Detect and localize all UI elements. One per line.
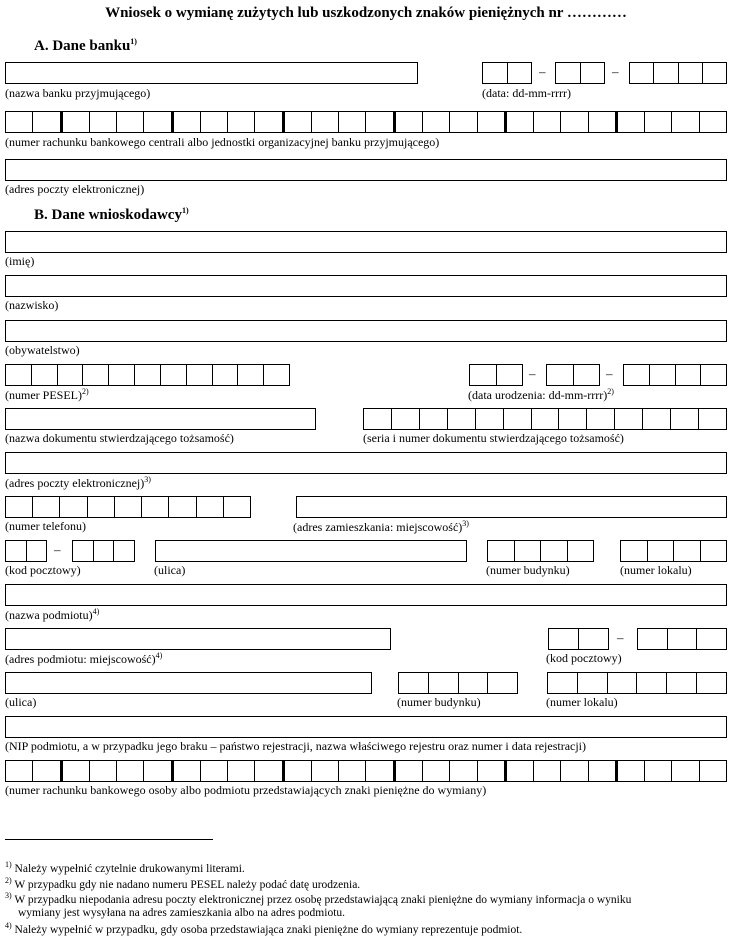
nip-label: (NIP podmiotu, a w przypadku jego braku – państwo rejestracji, nazwa właściwego rejestru oraz numer i data rejestracji) xyxy=(5,739,587,753)
bank-email-field[interactable] xyxy=(5,159,727,181)
character-cell[interactable] xyxy=(558,409,586,429)
footnote-1: $^{1)}$ Należy wypełnić czytelnie drukowanymi literami. xyxy=(5,860,245,875)
character-cell[interactable] xyxy=(702,63,726,83)
character-cell[interactable] xyxy=(670,409,698,429)
character-cell[interactable] xyxy=(160,365,186,385)
digit-cell[interactable] xyxy=(699,761,726,781)
digit-cell[interactable] xyxy=(449,112,476,132)
digit-cell[interactable] xyxy=(338,112,365,132)
character-cell[interactable] xyxy=(675,365,701,385)
digit-cell[interactable] xyxy=(200,112,227,132)
character-cell[interactable] xyxy=(6,541,26,561)
section-b-heading: B. Dane wnioskodawcy$^{1)}$ xyxy=(34,206,189,223)
date-separator: – xyxy=(539,64,546,79)
footnote-3: $^{3)}$ W przypadku niepodania adresu poczty elektronicznej przez osobę przedstawiającą znaki pieniężne do wymiany informacja o wyniku wymiany jest wysyłana na adres zamieszkania albo na adres podmiotu. xyxy=(5,891,632,919)
character-cell[interactable] xyxy=(487,673,517,693)
character-cell[interactable] xyxy=(134,365,160,385)
id-document-name-label: (nazwa dokumentu stwierdzającego tożsamość) xyxy=(5,431,234,445)
digit-cell[interactable] xyxy=(615,112,644,132)
character-cell[interactable] xyxy=(419,409,447,429)
applicant-email-field[interactable] xyxy=(5,452,727,474)
character-cell[interactable] xyxy=(540,541,567,561)
digit-cell[interactable] xyxy=(365,112,392,132)
id-document-number-label: (seria i numer dokumentu stwierdzającego tożsamość) xyxy=(363,431,624,445)
digit-cell[interactable] xyxy=(200,761,227,781)
bank-name-label: (nazwa banku przyjmującego) xyxy=(5,86,151,100)
bank-email-label: (adres poczty elektronicznej) xyxy=(5,182,145,196)
character-cell[interactable] xyxy=(649,365,675,385)
digit-cell[interactable] xyxy=(699,112,726,132)
character-cell[interactable] xyxy=(578,629,608,649)
digit-cell[interactable] xyxy=(116,761,143,781)
street-field[interactable] xyxy=(155,540,467,562)
character-cell[interactable] xyxy=(59,497,86,517)
date-month-field[interactable] xyxy=(555,62,605,84)
entity-name-label: (nazwa podmiotu)$^{4)}$ xyxy=(5,607,100,622)
date-separator: – xyxy=(529,366,536,381)
entity-apartment-number-field[interactable] xyxy=(547,672,727,694)
digit-cell[interactable] xyxy=(477,761,504,781)
entity-building-number-field[interactable] xyxy=(398,672,518,694)
digit-cell[interactable] xyxy=(143,761,170,781)
character-cell[interactable] xyxy=(428,673,458,693)
digit-cell[interactable] xyxy=(338,761,365,781)
character-cell[interactable] xyxy=(475,409,503,429)
birth-date-label: (data urodzenia: dd-mm-rrrr)$^{2)}$ xyxy=(468,387,614,402)
digit-cell[interactable] xyxy=(143,112,170,132)
digit-cell[interactable] xyxy=(227,112,254,132)
entity-postal-prefix-field[interactable] xyxy=(548,628,609,650)
entity-city-field[interactable] xyxy=(5,628,391,650)
presenter-account-label: (numer rachunku bankowego osoby albo podmiotu przedstawiających znaki pieniężne do wymiany) xyxy=(5,783,487,797)
apartment-number-field[interactable] xyxy=(620,540,727,562)
character-cell[interactable] xyxy=(470,365,496,385)
character-cell[interactable] xyxy=(93,541,114,561)
footnote-2: $^{2)}$ W przypadku gdy nie nadano numeru PESEL należy podać datę urodzenia. xyxy=(5,876,361,891)
nip-field[interactable] xyxy=(5,716,727,738)
character-cell[interactable] xyxy=(548,673,577,693)
character-cell[interactable] xyxy=(186,365,212,385)
character-cell[interactable] xyxy=(391,409,419,429)
pesel-field[interactable] xyxy=(5,364,290,386)
character-cell[interactable] xyxy=(458,673,488,693)
digit-cell[interactable] xyxy=(477,112,504,132)
phone-field[interactable] xyxy=(5,496,251,518)
character-cell[interactable] xyxy=(621,541,647,561)
digit-cell[interactable] xyxy=(282,112,311,132)
character-cell[interactable] xyxy=(447,409,475,429)
character-cell[interactable] xyxy=(698,409,726,429)
street-label: (ulica) xyxy=(154,563,186,577)
digit-cell[interactable] xyxy=(671,761,698,781)
bank-account-label: (numer rachunku bankowego centrali albo jednostki organizacyjnej banku przyjmującego) xyxy=(5,135,440,149)
character-cell[interactable] xyxy=(647,541,674,561)
digit-cell[interactable] xyxy=(60,112,89,132)
digit-cell[interactable] xyxy=(6,112,32,132)
character-cell[interactable] xyxy=(263,365,289,385)
entity-postal-suffix-field[interactable] xyxy=(637,628,727,650)
character-cell[interactable] xyxy=(638,629,667,649)
digit-cell[interactable] xyxy=(644,112,671,132)
citizenship-field[interactable] xyxy=(5,320,727,342)
character-cell[interactable] xyxy=(87,497,114,517)
entity-street-label: (ulica) xyxy=(5,695,37,709)
digit-cell[interactable] xyxy=(32,761,59,781)
character-cell[interactable] xyxy=(141,497,168,517)
character-cell[interactable] xyxy=(667,629,697,649)
character-cell[interactable] xyxy=(514,541,541,561)
character-cell[interactable] xyxy=(700,365,726,385)
digit-cell[interactable] xyxy=(365,761,392,781)
entity-name-field[interactable] xyxy=(5,584,727,606)
character-cell[interactable] xyxy=(237,365,263,385)
character-cell[interactable] xyxy=(364,409,391,429)
bank-name-field[interactable] xyxy=(5,62,418,84)
character-cell[interactable] xyxy=(567,541,594,561)
character-cell[interactable] xyxy=(223,497,250,517)
building-number-label: (numer budynku) xyxy=(486,563,570,577)
character-cell[interactable] xyxy=(196,497,223,517)
date-day-field[interactable] xyxy=(482,62,532,84)
id-document-name-field[interactable] xyxy=(5,408,316,430)
digit-cell[interactable] xyxy=(615,761,644,781)
digit-cell[interactable] xyxy=(89,761,116,781)
digit-cell[interactable] xyxy=(227,761,254,781)
character-cell[interactable] xyxy=(113,541,134,561)
postal-code-separator: – xyxy=(54,542,61,557)
digit-cell[interactable] xyxy=(671,112,698,132)
character-cell[interactable] xyxy=(82,365,108,385)
character-cell[interactable] xyxy=(57,365,83,385)
character-cell[interactable] xyxy=(6,365,31,385)
id-document-number-field[interactable] xyxy=(363,408,727,430)
postal-code-prefix-field[interactable] xyxy=(5,540,47,562)
character-cell[interactable] xyxy=(32,497,59,517)
digit-cell[interactable] xyxy=(644,761,671,781)
digit-cell[interactable] xyxy=(504,761,533,781)
last-name-label: (nazwisko) xyxy=(5,298,59,312)
digit-cell[interactable] xyxy=(171,112,200,132)
character-cell[interactable] xyxy=(624,365,649,385)
date-separator: – xyxy=(606,366,613,381)
birth-year-field[interactable] xyxy=(623,364,727,386)
character-cell[interactable] xyxy=(399,673,428,693)
character-cell[interactable] xyxy=(168,497,195,517)
character-cell[interactable] xyxy=(607,673,637,693)
entity-building-number-label: (numer budynku) xyxy=(397,695,481,709)
digit-cell[interactable] xyxy=(89,112,116,132)
character-cell[interactable] xyxy=(556,63,580,83)
character-cell[interactable] xyxy=(678,63,702,83)
character-cell[interactable] xyxy=(483,63,507,83)
bank-account-field[interactable] xyxy=(5,111,727,133)
postal-code-separator: – xyxy=(617,630,624,645)
digit-cell[interactable] xyxy=(393,112,422,132)
character-cell[interactable] xyxy=(653,63,677,83)
date-label: (data: dd-mm-rrrr) xyxy=(482,86,571,100)
digit-cell[interactable] xyxy=(588,761,615,781)
building-number-field[interactable] xyxy=(487,540,594,562)
character-cell[interactable] xyxy=(114,497,141,517)
character-cell[interactable] xyxy=(586,409,614,429)
phone-label: (numer telefonu) xyxy=(5,519,86,533)
first-name-field[interactable] xyxy=(5,231,727,253)
digit-cell[interactable] xyxy=(254,761,281,781)
character-cell[interactable] xyxy=(642,409,670,429)
residence-city-label: (adres zamieszkania: miejscowość)$^{3)}$ xyxy=(293,519,469,534)
section-a-heading: A. Dane banku$^{1)}$ xyxy=(34,37,137,54)
citizenship-label: (obywatelstwo) xyxy=(5,343,80,357)
digit-cell[interactable] xyxy=(560,761,587,781)
postal-code-label: (kod pocztowy) xyxy=(5,563,81,577)
footnote-separator xyxy=(5,839,213,840)
character-cell[interactable] xyxy=(700,541,727,561)
digit-cell[interactable] xyxy=(449,761,476,781)
character-cell[interactable] xyxy=(73,541,93,561)
postal-code-suffix-field[interactable] xyxy=(72,540,135,562)
character-cell[interactable] xyxy=(488,541,514,561)
digit-cell[interactable] xyxy=(422,761,449,781)
digit-cell[interactable] xyxy=(171,761,200,781)
digit-cell[interactable] xyxy=(393,761,422,781)
character-cell[interactable] xyxy=(549,629,578,649)
digit-cell[interactable] xyxy=(311,761,338,781)
entity-street-field[interactable] xyxy=(5,672,372,694)
date-year-field[interactable] xyxy=(629,62,727,84)
birth-month-field[interactable] xyxy=(546,364,600,386)
character-cell[interactable] xyxy=(614,409,642,429)
character-cell[interactable] xyxy=(580,63,605,83)
character-cell[interactable] xyxy=(630,63,653,83)
character-cell[interactable] xyxy=(696,629,726,649)
digit-cell[interactable] xyxy=(32,112,59,132)
digit-cell[interactable] xyxy=(254,112,281,132)
digit-cell[interactable] xyxy=(533,761,560,781)
applicant-email-label: (adres poczty elektronicznej)$^{3)}$ xyxy=(5,475,151,490)
entity-city-label: (adres podmiotu: miejscowość)$^{4)}$ xyxy=(5,651,163,666)
character-cell[interactable] xyxy=(547,365,573,385)
form-title: Wniosek o wymianę zużytych lub uszkodzonych znaków pieniężnych nr ………… xyxy=(105,5,627,21)
last-name-field[interactable] xyxy=(5,275,727,297)
digit-cell[interactable] xyxy=(422,112,449,132)
digit-cell[interactable] xyxy=(560,112,587,132)
first-name-label: (imię) xyxy=(5,254,35,268)
digit-cell[interactable] xyxy=(588,112,615,132)
pesel-label: (numer PESEL)$^{2)}$ xyxy=(5,387,89,402)
digit-cell[interactable] xyxy=(116,112,143,132)
footnote-4: $^{4)}$ Należy wypełnić w przypadku, gdy osoba przedstawiająca znaki pieniężne do wymiany reprezentuje podmiot. xyxy=(5,921,523,936)
digit-cell[interactable] xyxy=(60,761,89,781)
digit-cell[interactable] xyxy=(282,761,311,781)
character-cell[interactable] xyxy=(573,365,600,385)
digit-cell[interactable] xyxy=(6,761,32,781)
character-cell[interactable] xyxy=(503,409,531,429)
character-cell[interactable] xyxy=(496,365,523,385)
presenter-account-field[interactable] xyxy=(5,760,727,782)
digit-cell[interactable] xyxy=(504,112,533,132)
entity-apartment-number-label: (numer lokalu) xyxy=(546,695,618,709)
birth-day-field[interactable] xyxy=(469,364,523,386)
character-cell[interactable] xyxy=(577,673,607,693)
character-cell[interactable] xyxy=(696,673,726,693)
character-cell[interactable] xyxy=(673,541,700,561)
character-cell[interactable] xyxy=(108,365,134,385)
character-cell[interactable] xyxy=(666,673,696,693)
date-separator: – xyxy=(612,64,619,79)
character-cell[interactable] xyxy=(31,365,57,385)
character-cell[interactable] xyxy=(636,673,666,693)
entity-postal-code-label: (kod pocztowy) xyxy=(546,651,622,665)
character-cell[interactable] xyxy=(212,365,238,385)
residence-city-field[interactable] xyxy=(296,496,727,518)
apartment-number-label: (numer lokalu) xyxy=(620,563,692,577)
character-cell[interactable] xyxy=(6,497,32,517)
character-cell[interactable] xyxy=(26,541,47,561)
character-cell[interactable] xyxy=(507,63,532,83)
digit-cell[interactable] xyxy=(533,112,560,132)
digit-cell[interactable] xyxy=(311,112,338,132)
character-cell[interactable] xyxy=(531,409,559,429)
